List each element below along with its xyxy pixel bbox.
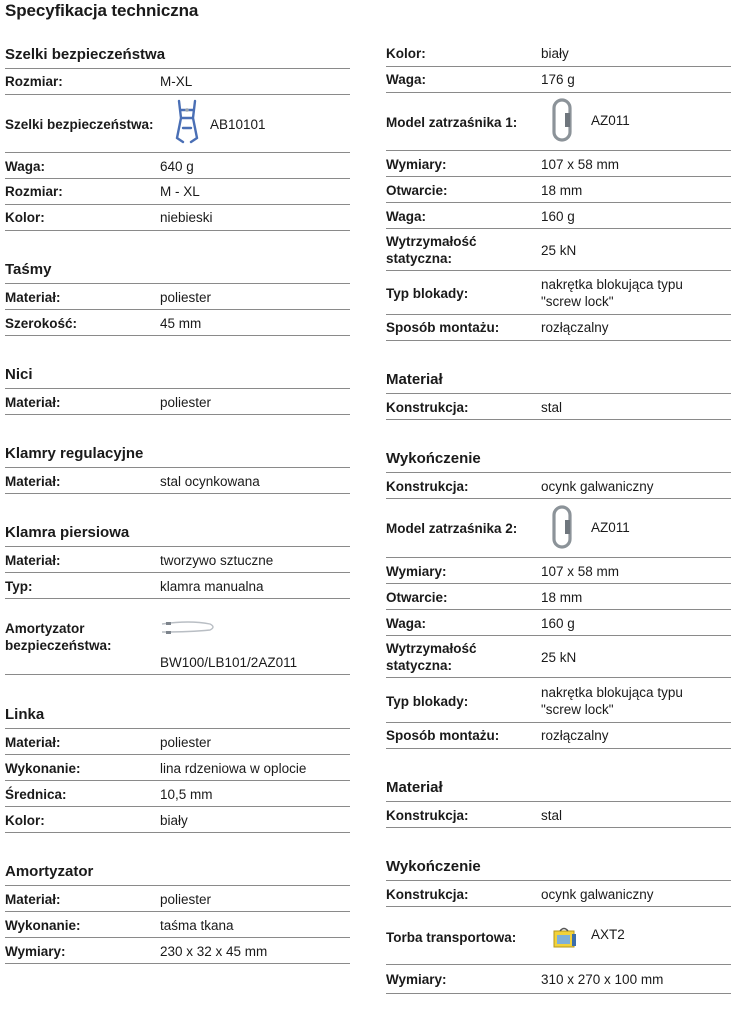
spec-value: biały — [160, 813, 188, 828]
spec-value: 107 x 58 mm — [541, 157, 620, 172]
spec-row — [386, 677, 731, 723]
spec-value: poliester — [160, 735, 212, 750]
spec-row — [5, 728, 350, 755]
spec-row — [386, 314, 731, 341]
spec-label: Konstrukcja: — [386, 400, 469, 415]
spec-value: AB10101 — [210, 117, 266, 132]
spec-label: Waga: — [386, 209, 426, 224]
spec-row-carabiner-2-model — [386, 498, 731, 558]
spec-value: nakrętka blokująca typu "screw lock" — [541, 685, 683, 717]
spec-label: Wymiary: — [5, 944, 66, 959]
spec-label: Amortyzator bezpieczeństwa: — [5, 621, 112, 653]
spec-row — [386, 722, 731, 749]
spec-value: 640 g — [160, 159, 194, 174]
spec-value: 25 kN — [541, 650, 577, 665]
spec-label: Wymiary: — [386, 972, 447, 987]
spec-value: 230 x 32 x 45 mm — [160, 944, 268, 959]
spec-label: Model zatrzaśnika 1: — [386, 115, 518, 130]
spec-row — [386, 228, 731, 271]
spec-label: Waga: — [386, 616, 426, 631]
spec-row — [386, 393, 731, 420]
spec-value: stal — [541, 808, 563, 823]
spec-value: 176 g — [541, 72, 575, 87]
spec-label: Konstrukcja: — [386, 808, 469, 823]
spec-row — [386, 609, 731, 636]
carabiner-product-image — [551, 97, 573, 143]
spec-row — [5, 546, 350, 573]
spec-label: Typ: — [5, 579, 33, 594]
spec-value: stal — [541, 400, 563, 415]
spec-row — [386, 202, 731, 229]
spec-label: Średnica: — [5, 787, 67, 802]
harness-product-image — [171, 98, 203, 146]
spec-row — [386, 40, 731, 67]
spec-value: klamra manualna — [160, 579, 264, 594]
spec-value: poliester — [160, 892, 212, 907]
spec-label: Typ blokady: — [386, 694, 469, 709]
spec-row — [5, 388, 350, 415]
spec-value: M-XL — [160, 74, 193, 89]
spec-row — [5, 885, 350, 912]
spec-row — [5, 204, 350, 231]
spec-row — [5, 283, 350, 310]
spec-label: Typ blokady: — [386, 286, 469, 301]
spec-label: Kolor: — [5, 813, 45, 828]
spec-value: 25 kN — [541, 243, 577, 258]
spec-row — [386, 557, 731, 584]
section-heading-harness: Szelki bezpieczeństwa — [5, 40, 350, 69]
spec-label: Wytrzymałość statyczna: — [386, 234, 477, 266]
bag-product-image — [552, 926, 578, 950]
spec-value: M - XL — [160, 184, 200, 199]
section-heading-buckles: Klamry regulacyjne — [5, 414, 350, 468]
spec-value: AZ011 — [591, 113, 630, 128]
spec-label: Otwarcie: — [386, 183, 448, 198]
spec-value: niebieski — [160, 210, 213, 225]
spec-label: Konstrukcja: — [386, 479, 469, 494]
spec-row — [386, 964, 731, 994]
spec-row — [386, 472, 731, 499]
carabiner-product-image — [551, 504, 573, 550]
spec-label: Torba transportowa: — [386, 930, 517, 945]
spec-value: 10,5 mm — [160, 787, 213, 802]
spec-value: taśma tkana — [160, 918, 234, 933]
spec-value: tworzywo sztuczne — [160, 553, 274, 568]
spec-label: Materiał: — [5, 474, 61, 489]
spec-value: ocynk galwaniczny — [541, 887, 654, 902]
spec-value: rozłączalny — [541, 320, 609, 335]
spec-row-carabiner-1-model — [386, 92, 731, 151]
spec-value: 310 x 270 x 100 mm — [541, 972, 664, 987]
spec-row — [5, 806, 350, 833]
section-heading-finish-2: Wykończenie — [386, 827, 731, 881]
spec-value: BW100/LB101/2AZ011 — [160, 655, 298, 670]
spec-row — [386, 801, 731, 828]
section-heading-finish-1: Wykończenie — [386, 419, 731, 473]
spec-row — [386, 583, 731, 610]
spec-label: Kolor: — [5, 210, 45, 225]
spec-label: Konstrukcja: — [386, 887, 469, 902]
spec-label: Model zatrzaśnika 2: — [386, 521, 518, 536]
spec-label: Waga: — [5, 159, 45, 174]
spec-value: lina rdzeniowa w oplocie — [160, 761, 307, 776]
spec-label: Materiał: — [5, 892, 61, 907]
spec-row-absorber-lanyard — [5, 598, 350, 675]
spec-value: nakrętka blokująca typu "screw lock" — [541, 277, 683, 309]
spec-label: Waga: — [386, 72, 426, 87]
spec-row — [386, 635, 731, 678]
spec-label: Otwarcie: — [386, 590, 448, 605]
spec-label: Wykonanie: — [5, 918, 81, 933]
spec-label: Materiał: — [5, 290, 61, 305]
spec-row-harness-model — [5, 94, 350, 153]
section-heading-material-1: Materiał — [386, 340, 731, 394]
spec-value: 18 mm — [541, 183, 583, 198]
spec-label: Szerokość: — [5, 316, 78, 331]
spec-row — [5, 178, 350, 205]
spec-label: Materiał: — [5, 395, 61, 410]
spec-label: Szelki bezpieczeństwa: — [5, 117, 154, 132]
spec-label: Wytrzymałość statyczna: — [386, 641, 477, 673]
spec-label: Wykonanie: — [5, 761, 81, 776]
spec-value: 45 mm — [160, 316, 202, 331]
spec-row — [386, 880, 731, 907]
spec-label: Wymiary: — [386, 157, 447, 172]
spec-row — [386, 270, 731, 315]
spec-label: Materiał: — [5, 553, 61, 568]
spec-value: 18 mm — [541, 590, 583, 605]
spec-row — [5, 467, 350, 494]
spec-value: 160 g — [541, 616, 575, 631]
spec-value: poliester — [160, 290, 212, 305]
spec-row — [5, 309, 350, 336]
spec-row — [5, 152, 350, 179]
spec-row — [5, 754, 350, 781]
spec-label: Materiał: — [5, 735, 61, 750]
section-heading-material-2: Materiał — [386, 748, 731, 802]
spec-row — [5, 780, 350, 807]
spec-value: AXT2 — [591, 927, 625, 942]
lanyard-product-image — [160, 618, 218, 640]
spec-value: 107 x 58 mm — [541, 564, 620, 579]
spec-label: Wymiary: — [386, 564, 447, 579]
spec-row — [386, 66, 731, 93]
spec-row — [5, 572, 350, 599]
spec-row — [386, 176, 731, 203]
spec-value: stal ocynkowana — [160, 474, 260, 489]
page-title: Specyfikacja techniczna — [5, 1, 199, 20]
spec-value: 160 g — [541, 209, 575, 224]
spec-row — [5, 911, 350, 938]
spec-value: poliester — [160, 395, 212, 410]
section-heading-chest-buckle: Klamra piersiowa — [5, 493, 350, 547]
spec-label: Sposób montażu: — [386, 728, 500, 743]
spec-label: Rozmiar: — [5, 184, 63, 199]
section-heading-webbing: Taśmy — [5, 230, 350, 284]
spec-row-transport-bag — [386, 906, 731, 965]
spec-value: biały — [541, 46, 569, 61]
spec-row — [5, 68, 350, 95]
spec-label: Kolor: — [386, 46, 426, 61]
spec-row — [5, 937, 350, 964]
spec-value: ocynk galwaniczny — [541, 479, 654, 494]
section-heading-thread: Nici — [5, 335, 350, 389]
section-heading-line: Linka — [5, 675, 350, 729]
spec-label: Sposób montażu: — [386, 320, 500, 335]
spec-row — [386, 150, 731, 177]
spec-value: rozłączalny — [541, 728, 609, 743]
spec-label: Rozmiar: — [5, 74, 63, 89]
spec-value: AZ011 — [591, 520, 630, 535]
section-heading-absorber: Amortyzator — [5, 832, 350, 886]
